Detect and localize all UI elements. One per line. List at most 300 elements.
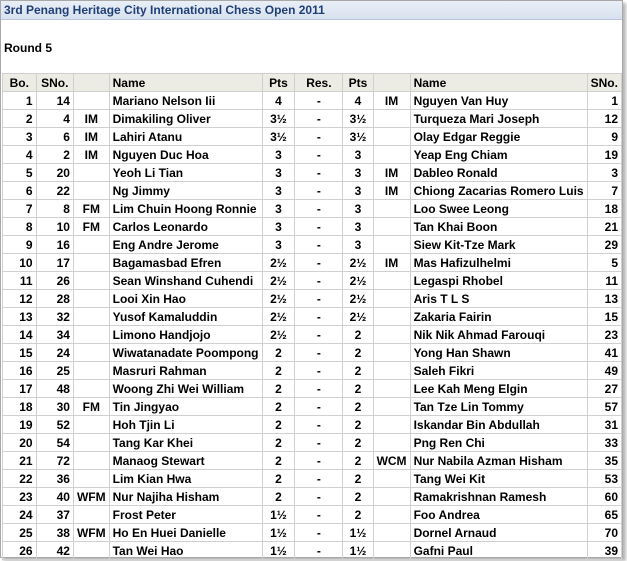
board-no: 8	[3, 218, 37, 236]
black-pts: 3	[343, 146, 373, 164]
white-sno: 14	[36, 92, 73, 110]
black-sno: 7	[587, 182, 621, 200]
white-title	[73, 236, 109, 254]
white-pts: 1½	[262, 524, 295, 542]
white-name: Limono Handjojo	[109, 326, 262, 344]
pairings-body	[3, 92, 622, 560]
black-pts: 3	[343, 164, 373, 182]
white-sno: 37	[36, 506, 73, 524]
black-pts: 3½	[343, 110, 373, 128]
black-pts: 2	[343, 416, 373, 434]
board-no: 10	[3, 254, 37, 272]
black-pts: 2½	[343, 254, 373, 272]
white-title: FM	[73, 398, 109, 416]
table-row	[3, 182, 622, 200]
white-name: Lim Kian Hwa	[109, 470, 262, 488]
black-title	[373, 146, 410, 164]
table-row	[3, 398, 622, 416]
black-sno: 39	[587, 542, 621, 560]
board-no: 7	[3, 200, 37, 218]
white-name: Ng Jimmy	[109, 182, 262, 200]
black-name: Dableo Ronald	[410, 164, 587, 182]
black-pts: 1½	[343, 524, 373, 542]
white-pts: 4	[262, 92, 295, 110]
result: -	[295, 92, 343, 110]
table-row	[3, 362, 622, 380]
black-sno: 33	[587, 434, 621, 452]
black-pts: 2	[343, 326, 373, 344]
white-sno: 38	[36, 524, 73, 542]
white-name: Looi Xin Hao	[109, 290, 262, 308]
white-pts: 1½	[262, 542, 295, 560]
black-name: Iskandar Bin Abdullah	[410, 416, 587, 434]
black-sno: 5	[587, 254, 621, 272]
black-pts: 2½	[343, 272, 373, 290]
black-title	[373, 236, 410, 254]
white-name: Yeoh Li Tian	[109, 164, 262, 182]
black-sno: 29	[587, 236, 621, 254]
white-pts: 2	[262, 416, 295, 434]
white-title: WFM	[73, 488, 109, 506]
board-no: 1	[3, 92, 37, 110]
black-title	[373, 434, 410, 452]
black-pts: 2	[343, 434, 373, 452]
white-pts: 1½	[262, 506, 295, 524]
black-name: Nguyen Van Huy	[410, 92, 587, 110]
black-name: Yeap Eng Chiam	[410, 146, 587, 164]
white-sno: 54	[36, 434, 73, 452]
black-pts: 2	[343, 506, 373, 524]
board-no: 11	[3, 272, 37, 290]
white-name: Eng Andre Jerome	[109, 236, 262, 254]
col-result: Res.	[295, 74, 343, 92]
black-pts: 3	[343, 200, 373, 218]
black-name: Nur Nabila Azman Hisham	[410, 452, 587, 470]
white-sno: 6	[36, 128, 73, 146]
white-name: Hoh Tjin Li	[109, 416, 262, 434]
board-no: 16	[3, 362, 37, 380]
black-name: Chiong Zacarias Romero Luis	[410, 182, 587, 200]
black-title	[373, 506, 410, 524]
black-name: Dornel Arnaud	[410, 524, 587, 542]
board-no: 20	[3, 434, 37, 452]
black-name: Legaspi Rhobel	[410, 272, 587, 290]
white-sno: 28	[36, 290, 73, 308]
white-sno: 24	[36, 344, 73, 362]
white-sno: 22	[36, 182, 73, 200]
table-row	[3, 110, 622, 128]
white-sno: 34	[36, 326, 73, 344]
board-no: 13	[3, 308, 37, 326]
table-row	[3, 488, 622, 506]
black-pts: 2	[343, 380, 373, 398]
white-sno: 30	[36, 398, 73, 416]
table-row	[3, 128, 622, 146]
white-sno: 25	[36, 362, 73, 380]
table-row	[3, 236, 622, 254]
black-title: IM	[373, 164, 410, 182]
board-no: 18	[3, 398, 37, 416]
result: -	[295, 488, 343, 506]
result: -	[295, 380, 343, 398]
white-pts: 2	[262, 362, 295, 380]
black-pts: 3	[343, 218, 373, 236]
table-row	[3, 470, 622, 488]
white-title	[73, 542, 109, 560]
black-title	[373, 470, 410, 488]
white-pts: 2	[262, 488, 295, 506]
board-no: 9	[3, 236, 37, 254]
white-name: Tan Wei Hao	[109, 542, 262, 560]
table-row	[3, 506, 622, 524]
white-sno: 8	[36, 200, 73, 218]
result: -	[295, 200, 343, 218]
result: -	[295, 308, 343, 326]
result: -	[295, 164, 343, 182]
col-name: Name	[109, 74, 262, 92]
white-title	[73, 182, 109, 200]
white-pts: 2	[262, 452, 295, 470]
black-title: IM	[373, 182, 410, 200]
white-name: Frost Peter	[109, 506, 262, 524]
black-name: Zakaria Fairin	[410, 308, 587, 326]
col-sno: SNo.	[36, 74, 73, 92]
board-no: 17	[3, 380, 37, 398]
table-row	[3, 416, 622, 434]
black-pts: 2	[343, 470, 373, 488]
header-row	[3, 74, 622, 92]
white-title	[73, 452, 109, 470]
black-pts: 3	[343, 236, 373, 254]
white-name: Sean Winshand Cuhendi	[109, 272, 262, 290]
black-title	[373, 218, 410, 236]
table-row	[3, 380, 622, 398]
black-pts: 2	[343, 488, 373, 506]
black-title	[373, 128, 410, 146]
result: -	[295, 416, 343, 434]
black-sno: 19	[587, 146, 621, 164]
result: -	[295, 236, 343, 254]
result: -	[295, 146, 343, 164]
white-title	[73, 362, 109, 380]
white-pts: 3	[262, 146, 295, 164]
black-name: Loo Swee Leong	[410, 200, 587, 218]
black-name: Tan Tze Lin Tommy	[410, 398, 587, 416]
white-name: Tin Jingyao	[109, 398, 262, 416]
white-pts: 3½	[262, 128, 295, 146]
round-label: Round 5	[4, 41, 52, 55]
white-title	[73, 92, 109, 110]
board-no: 15	[3, 344, 37, 362]
white-pts: 2½	[262, 290, 295, 308]
white-sno: 40	[36, 488, 73, 506]
white-pts: 3	[262, 218, 295, 236]
black-title	[373, 290, 410, 308]
white-title	[73, 308, 109, 326]
result: -	[295, 542, 343, 560]
col-sno-2: SNo.	[587, 74, 621, 92]
pairings-table	[2, 73, 622, 560]
black-sno: 70	[587, 524, 621, 542]
white-sno: 20	[36, 164, 73, 182]
white-title	[73, 344, 109, 362]
black-sno: 31	[587, 416, 621, 434]
white-sno: 17	[36, 254, 73, 272]
board-no: 12	[3, 290, 37, 308]
black-name: Mas Hafizulhelmi	[410, 254, 587, 272]
black-sno: 49	[587, 362, 621, 380]
black-title	[373, 272, 410, 290]
white-name: Bagamasbad Efren	[109, 254, 262, 272]
white-name: Mariano Nelson Iii	[109, 92, 262, 110]
black-sno: 13	[587, 290, 621, 308]
white-pts: 3½	[262, 110, 295, 128]
black-pts: 2½	[343, 308, 373, 326]
white-name: Lahiri Atanu	[109, 128, 262, 146]
board-no: 23	[3, 488, 37, 506]
table-row	[3, 164, 622, 182]
black-name: Ramakrishnan Ramesh	[410, 488, 587, 506]
black-pts: 2	[343, 452, 373, 470]
white-name: Carlos Leonardo	[109, 218, 262, 236]
white-name: Dimakiling Oliver	[109, 110, 262, 128]
black-title	[373, 110, 410, 128]
white-pts: 2	[262, 344, 295, 362]
result: -	[295, 272, 343, 290]
black-pts: 2	[343, 398, 373, 416]
black-name: Foo Andrea	[410, 506, 587, 524]
white-sno: 16	[36, 236, 73, 254]
white-sno: 36	[36, 470, 73, 488]
result: -	[295, 326, 343, 344]
white-sno: 2	[36, 146, 73, 164]
black-sno: 65	[587, 506, 621, 524]
white-name: Yusof Kamaluddin	[109, 308, 262, 326]
board-no: 4	[3, 146, 37, 164]
white-sno: 4	[36, 110, 73, 128]
col-title	[73, 74, 109, 92]
black-title: IM	[373, 92, 410, 110]
white-pts: 2	[262, 434, 295, 452]
black-pts: 3	[343, 182, 373, 200]
table-row	[3, 308, 622, 326]
black-sno: 1	[587, 92, 621, 110]
white-pts: 3	[262, 182, 295, 200]
white-pts: 2	[262, 398, 295, 416]
white-name: Masruri Rahman	[109, 362, 262, 380]
white-sno: 26	[36, 272, 73, 290]
tournament-title: 3rd Penang Heritage City International Chess Open 2011	[1, 1, 622, 20]
white-name: Ho En Huei Danielle	[109, 524, 262, 542]
board-no: 19	[3, 416, 37, 434]
white-name: Wiwatanadate Poompong	[109, 344, 262, 362]
black-title	[373, 308, 410, 326]
board-no: 24	[3, 506, 37, 524]
result: -	[295, 398, 343, 416]
black-pts: 1½	[343, 542, 373, 560]
black-sno: 12	[587, 110, 621, 128]
board-no: 2	[3, 110, 37, 128]
col-board: Bo.	[3, 74, 37, 92]
white-pts: 2½	[262, 308, 295, 326]
col-name-2: Name	[410, 74, 587, 92]
result: -	[295, 218, 343, 236]
white-pts: 2½	[262, 326, 295, 344]
result: -	[295, 344, 343, 362]
board-no: 21	[3, 452, 37, 470]
table-row	[3, 200, 622, 218]
white-title: FM	[73, 200, 109, 218]
black-name: Saleh Fikri	[410, 362, 587, 380]
result: -	[295, 434, 343, 452]
white-pts: 2½	[262, 254, 295, 272]
black-sno: 23	[587, 326, 621, 344]
black-name: Nik Nik Ahmad Farouqi	[410, 326, 587, 344]
board-no: 25	[3, 524, 37, 542]
black-name: Tan Khai Boon	[410, 218, 587, 236]
table-row	[3, 272, 622, 290]
black-sno: 18	[587, 200, 621, 218]
board-no: 26	[3, 542, 37, 560]
black-sno: 53	[587, 470, 621, 488]
col-pts-2: Pts	[343, 74, 373, 92]
white-pts: 2	[262, 380, 295, 398]
white-sno: 32	[36, 308, 73, 326]
black-title: WCM	[373, 452, 410, 470]
white-name: Woong Zhi Wei William	[109, 380, 262, 398]
black-name: Siew Kit-Tze Mark	[410, 236, 587, 254]
result: -	[295, 362, 343, 380]
white-pts: 3	[262, 236, 295, 254]
black-name: Yong Han Shawn	[410, 344, 587, 362]
result: -	[295, 470, 343, 488]
white-title	[73, 290, 109, 308]
white-name: Tang Kar Khei	[109, 434, 262, 452]
result: -	[295, 452, 343, 470]
black-title	[373, 200, 410, 218]
black-name: Tang Wei Kit	[410, 470, 587, 488]
white-title	[73, 254, 109, 272]
col-pts: Pts	[262, 74, 295, 92]
black-title: IM	[373, 254, 410, 272]
black-title	[373, 344, 410, 362]
white-sno: 52	[36, 416, 73, 434]
white-sno: 72	[36, 452, 73, 470]
col-title-2	[373, 74, 410, 92]
table-row	[3, 254, 622, 272]
board-no: 14	[3, 326, 37, 344]
result: -	[295, 110, 343, 128]
white-title	[73, 434, 109, 452]
black-name: Png Ren Chi	[410, 434, 587, 452]
black-sno: 60	[587, 488, 621, 506]
table-row	[3, 218, 622, 236]
white-title: IM	[73, 128, 109, 146]
result: -	[295, 290, 343, 308]
white-pts: 3	[262, 200, 295, 218]
black-title	[373, 362, 410, 380]
result: -	[295, 128, 343, 146]
black-sno: 21	[587, 218, 621, 236]
white-title: FM	[73, 218, 109, 236]
result: -	[295, 506, 343, 524]
table-row	[3, 92, 622, 110]
black-title	[373, 488, 410, 506]
black-sno: 9	[587, 128, 621, 146]
white-sno: 10	[36, 218, 73, 236]
white-name: Lim Chuin Hoong Ronnie	[109, 200, 262, 218]
black-title	[373, 542, 410, 560]
table-row	[3, 452, 622, 470]
black-title	[373, 524, 410, 542]
result: -	[295, 254, 343, 272]
table-row	[3, 524, 622, 542]
black-sno: 11	[587, 272, 621, 290]
black-sno: 57	[587, 398, 621, 416]
table-row	[3, 326, 622, 344]
table-row	[3, 542, 622, 560]
black-sno: 3	[587, 164, 621, 182]
black-pts: 2	[343, 344, 373, 362]
black-name: Lee Kah Meng Elgin	[410, 380, 587, 398]
black-name: Gafni Paul	[410, 542, 587, 560]
black-sno: 41	[587, 344, 621, 362]
white-pts: 3	[262, 164, 295, 182]
black-title	[373, 416, 410, 434]
white-title	[73, 326, 109, 344]
black-pts: 4	[343, 92, 373, 110]
white-title	[73, 380, 109, 398]
black-sno: 35	[587, 452, 621, 470]
black-pts: 3½	[343, 128, 373, 146]
white-title	[73, 416, 109, 434]
white-sno: 42	[36, 542, 73, 560]
white-name: Nur Najiha Hisham	[109, 488, 262, 506]
table-row	[3, 344, 622, 362]
board-no: 5	[3, 164, 37, 182]
black-title	[373, 398, 410, 416]
result: -	[295, 182, 343, 200]
black-pts: 2	[343, 362, 373, 380]
black-name: Olay Edgar Reggie	[410, 128, 587, 146]
white-title	[73, 506, 109, 524]
table-row	[3, 146, 622, 164]
black-pts: 2½	[343, 290, 373, 308]
result: -	[295, 524, 343, 542]
table-row	[3, 434, 622, 452]
black-sno: 27	[587, 380, 621, 398]
black-name: Turqueza Mari Joseph	[410, 110, 587, 128]
white-pts: 2	[262, 470, 295, 488]
white-title: IM	[73, 146, 109, 164]
white-title	[73, 272, 109, 290]
white-title	[73, 164, 109, 182]
white-title	[73, 470, 109, 488]
black-title	[373, 326, 410, 344]
black-title	[373, 380, 410, 398]
white-title: IM	[73, 110, 109, 128]
white-sno: 48	[36, 380, 73, 398]
white-title: WFM	[73, 524, 109, 542]
table-row	[3, 290, 622, 308]
board-no: 6	[3, 182, 37, 200]
board-no: 22	[3, 470, 37, 488]
white-pts: 2½	[262, 272, 295, 290]
white-name: Manaog Stewart	[109, 452, 262, 470]
black-name: Aris T L S	[410, 290, 587, 308]
white-name: Nguyen Duc Hoa	[109, 146, 262, 164]
board-no: 3	[3, 128, 37, 146]
